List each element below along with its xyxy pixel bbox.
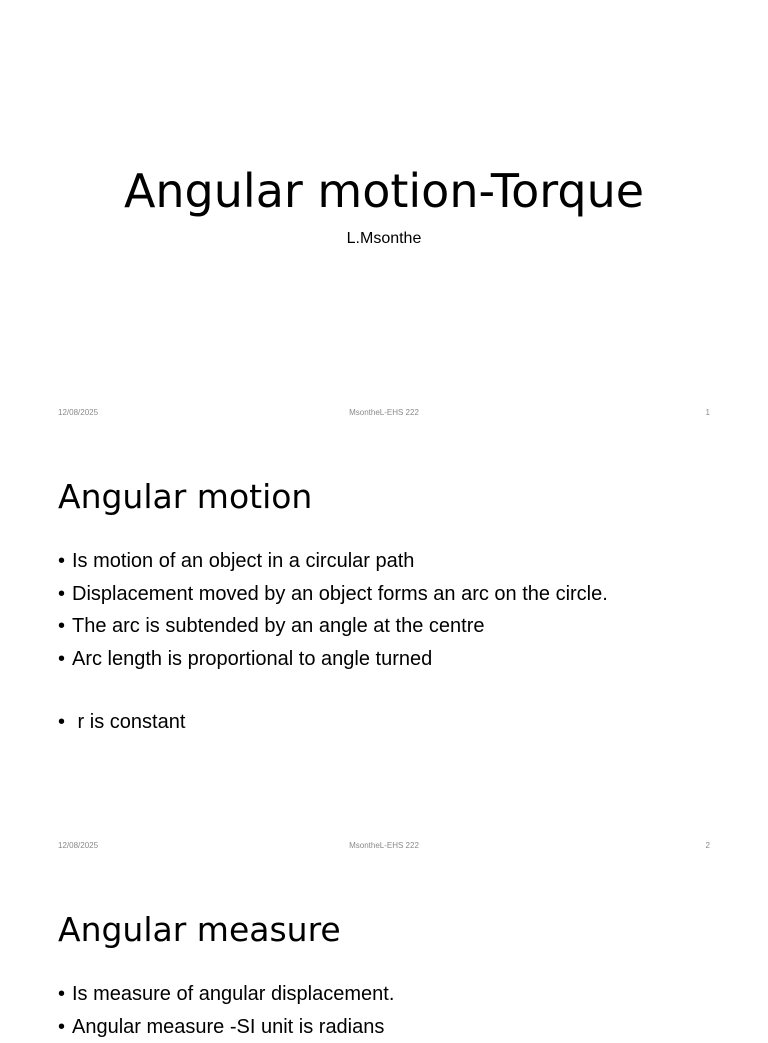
slide-3-title: Angular measure: [58, 910, 341, 950]
bullet-text: Is motion of an object in a circular path: [72, 550, 414, 572]
bullet-glyph: •: [58, 706, 72, 739]
list-item: [58, 545, 608, 578]
bullet-text: Angular measure -SI unit is radians: [72, 1016, 384, 1038]
slide-2-title: Angular motion: [58, 477, 312, 517]
footer-course: MsontheL-EHS 222: [58, 841, 710, 850]
bullet-text: Arc length is proportional to angle turned: [72, 648, 432, 670]
list-item: [58, 578, 608, 611]
list-item: [58, 706, 608, 739]
bullet-text: Displacement moved by an object forms an arc on the circle.: [72, 583, 608, 605]
list-item: [58, 978, 394, 1011]
footer-date: 12/08/2025: [58, 408, 98, 417]
bullet-text: r is constant: [72, 711, 185, 733]
footer-course: MsontheL-EHS 222: [58, 408, 710, 417]
slide-3-bullet-list: [58, 978, 394, 1043]
list-item: [58, 1011, 394, 1043]
slide-2-footer: [58, 841, 710, 851]
list-item: [58, 610, 608, 643]
bullet-text: Is measure of angular displacement.: [72, 983, 394, 1005]
list-spacer: [58, 675, 608, 706]
slide-2-bullet-list: [58, 545, 608, 739]
slide-1-title: Angular motion-Torque: [0, 163, 768, 219]
footer-slide-number: 2: [706, 841, 710, 850]
slide-1-footer: [58, 408, 710, 418]
bullet-glyph: •: [58, 545, 72, 578]
bullet-text: The arc is subtended by an angle at the centre: [72, 615, 485, 637]
bullet-glyph: •: [58, 978, 72, 1011]
slide-1-subtitle: L.Msonthe: [0, 229, 768, 249]
list-item: [58, 643, 608, 676]
footer-date: 12/08/2025: [58, 841, 98, 850]
footer-slide-number: 1: [706, 408, 710, 417]
bullet-glyph: •: [58, 610, 72, 643]
bullet-glyph: •: [58, 578, 72, 611]
bullet-glyph: •: [58, 643, 72, 676]
bullet-glyph: •: [58, 1011, 72, 1043]
